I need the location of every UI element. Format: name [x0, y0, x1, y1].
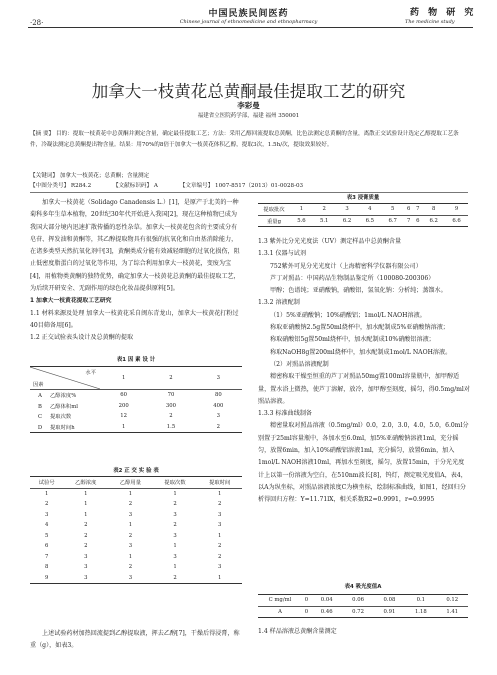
table1-cell: 2: [169, 413, 173, 420]
section-1-1: 1.1 材料来源及处理 加拿大一枝黄花采自闽东青龙山，加拿大一枝黄花打粉过40目筛备用[6]。: [30, 309, 239, 329]
table4-caption: 表4 吸光度值A: [344, 584, 382, 590]
table3: [258, 203, 468, 227]
table3-cell: 1: [299, 206, 304, 213]
table1-cell: 1: [121, 423, 126, 430]
table4-cell: 0.12: [446, 597, 459, 604]
doc-code: 【文献标识码】 A: [112, 183, 158, 189]
table3-cell: 6.6: [452, 217, 461, 224]
table2-cell: 8: [45, 564, 49, 571]
table1-header: 3: [216, 375, 221, 381]
table2-header: 提取次数: [164, 480, 186, 487]
table2-cell: 1: [173, 490, 177, 497]
table2-cell: 2: [217, 543, 222, 550]
paragraph: 精密量取对照品溶液（0.5mg/ml）0.0，2.0，3.0，4.0，5.0，6.0ml分别置于25ml容量瓶中，各加水至6.0ml，加5%亚硝酸钠溶液1ml，充分摇匀，放置6min，加入10%硝酸铝溶液1ml，充分摇匀，放置6min，加入1mol/L NAOH溶液10ml，再加水至刻度，摇匀，放置15min，于分光光度计上以第一份溶液为空白，在510nm波长[8]，钨灯，测定吸光度值A，表4，以A为纵坐标，对照品溶液浓度C为横坐标，绘制标准曲线，如图1，经回归分析得回归方程：Y=11.71lX，相关系数R2=0.9991，r=0.9995: [258, 422, 469, 504]
table1: [30, 366, 242, 433]
table2-cell: 9: [45, 574, 49, 581]
right-column: [258, 236, 470, 507]
paragraph: 芦丁对照品：中国药品生物制品鉴定所（100080-200306）: [270, 274, 435, 282]
table2-cell: 2: [217, 501, 222, 508]
table2-cell: 3: [217, 522, 222, 529]
table2-header: 乙醇用量: [119, 480, 141, 487]
table4-row-label: A: [278, 608, 282, 615]
header-rule: [28, 27, 473, 28]
tail-paragraph: 上述试验药材加热回流提到乙醇提取液，挥去乙醇[7]，干燥后得浸膏，称重（g），如表3。: [30, 630, 240, 650]
table1-caption: 表1 因 素 设 计: [116, 357, 156, 363]
table2-cell: 1: [84, 511, 88, 518]
table3-cell: 6.5: [365, 217, 375, 224]
table3-cell: 7: [416, 206, 420, 213]
table2-cell: 3: [84, 553, 88, 560]
table2-cell: 2: [173, 522, 177, 529]
paragraph: 甲醇；色谱纯；亚硝酸钠，硝酸铝，氢氧化钠：分析纯；蒸馏水。: [270, 287, 447, 295]
table1-header: 1: [121, 375, 126, 381]
table2-cell: 1: [84, 490, 88, 497]
table2-cell: 2: [217, 553, 222, 560]
table3-cell: 6.2: [429, 217, 438, 224]
table1-header: 2: [169, 375, 173, 381]
table2-cell: 3: [173, 532, 177, 539]
section-1-2: 1.2 正交试验表头设计及总黄酮的提取: [30, 334, 134, 342]
table2-row: [30, 510, 242, 521]
table1-cell: 12: [120, 413, 128, 420]
table2-row: [30, 552, 242, 563]
factor-name: 提取次数: [50, 414, 72, 421]
article-title: 加拿大一枝黄花总黄酮最佳提取工艺的研究: [91, 82, 406, 101]
table2-cell: 5: [45, 532, 49, 539]
table4-row-abs: [258, 606, 468, 618]
intro-paragraph: 加拿大一枝黄花（Solidago Canadensis L.）[1]，是原产于北美的一种菊科多年生草本植物，20世纪30年代开始进入我国[2]，现在这种植物已成为我国大部分境内迅速扩散传播的恶性杂草。加拿大一枝黄花包含的主要成分有皂苷、挥发油和黄酮等，其乙醇提取物具有很强的抗氧化和自由基消除能力，在诸多类型天然抗氧化剂中[3]，黄酮类成分能有效减轻细胞的过氧化损伤，阻止低密度脂蛋白的过氧化等作用，为了综合利用加拿大一枝黄花，变废为宝[4]，用植物类黄酮的独特优势，确定加拿大一枝黄花总黄酮的最佳提取工艺，为后续开研安全、无副作用的绿色化妆品提供原料[5]。: [30, 199, 240, 293]
table1-corner-top: 水平: [85, 370, 96, 376]
table2-cell: 3: [45, 511, 49, 518]
table2-cell: 2: [84, 522, 88, 529]
journal-title-en: Chinese journal of ethnomedicine and ethnopharmacy: [179, 19, 318, 25]
factor-label: D: [37, 424, 43, 431]
table1-cell: 200: [118, 402, 129, 409]
article-id: 【文章编号】 1007-8517（2013）01-0028-03: [179, 183, 304, 189]
section-title: 药 物 研 究: [410, 8, 477, 18]
table1-row: [30, 390, 242, 401]
table4-row-conc: [258, 595, 468, 607]
table2-cell: 1: [84, 501, 88, 508]
table2-cell: 2: [84, 532, 88, 539]
factor-label: A: [38, 393, 42, 400]
paragraph: （2）对照品溶液配制: [270, 360, 329, 368]
table2-cell: 1: [217, 490, 222, 497]
table1-row: [30, 401, 242, 412]
table3-cell: 6: [406, 206, 411, 213]
table2-header-row: [30, 477, 242, 489]
clc-code: 【中图分类号】 R284.2: [30, 183, 92, 189]
table1-cell: 60: [120, 392, 128, 399]
table2-cell: 1: [128, 490, 133, 497]
table2-cell: 2: [128, 501, 133, 508]
table2-cell: 1: [45, 490, 49, 497]
table2-cell: 7: [45, 553, 49, 560]
section-1-4: 1.4 样品溶液总黄酮含量测定: [258, 628, 337, 635]
table2-header: 试验号: [38, 480, 55, 487]
table3-cell: 5.1: [320, 217, 329, 224]
table2-row: [30, 520, 242, 531]
table1-cell: 1.5: [166, 423, 176, 430]
table2-cell: 1: [128, 553, 133, 560]
table2-cell: 2: [173, 501, 177, 508]
table2-header: 提取时间: [209, 480, 231, 487]
table1-row: [30, 411, 242, 422]
table1-cell: 300: [165, 402, 177, 409]
table2-cell: 3: [128, 511, 133, 518]
table4-cell: 0: [304, 608, 309, 615]
table3-cell: 9: [454, 206, 459, 213]
table3-cell: 3: [345, 206, 349, 213]
page-number: ·28·: [30, 19, 44, 27]
factor-label: B: [38, 403, 42, 410]
paragraph: 称取NaOH8g置200ml烧杯中，加水配制成1mol/L NAOH溶液。: [270, 348, 452, 356]
table3-cell: 7: [406, 217, 411, 224]
table3-row-label: 重量g: [267, 218, 281, 225]
table2-row: [30, 562, 242, 573]
table3-cell: 6.2: [342, 217, 352, 224]
table2-header: 乙醇浓度: [75, 480, 97, 487]
paragraph: 精密称取干燥至恒重的芦丁对照品50mg置100ml容量瓶中，加甲醇适量，置水浴上微热，使芦丁溶解，放冷，加甲醇至刻度，摇匀，得0.5mg/ml对照品溶液。: [258, 373, 470, 405]
table1-cell: 80: [214, 392, 222, 399]
section-1-3: 1.3 紫外比分光光度法（UV）测定样品中总黄酮含量: [258, 238, 402, 245]
table3-cell: 5.6: [297, 217, 306, 224]
right-column-tail: [258, 626, 470, 638]
author: 李彩曼: [237, 101, 260, 110]
table1-row: [30, 422, 242, 433]
table4-cell: 0.91: [383, 608, 396, 615]
paragraph: 752紫外可见分光光度计（上海精密科学仪器有限公司）: [270, 262, 422, 270]
section-1-heading: 1 加拿大一枝黄花提取工艺研究: [30, 298, 112, 305]
table4-row-label: C mg/ml: [268, 597, 292, 604]
table2: [30, 476, 242, 584]
factor-label: C: [37, 414, 43, 421]
table3-cell: 8: [432, 206, 436, 213]
table1-cell: 400: [213, 402, 224, 409]
table3-row-label: 提取批次: [263, 207, 285, 214]
table2-cell: 1: [217, 532, 222, 539]
left-column: [30, 197, 242, 345]
section-1-3-1: 1.3.1 仪器与试剂: [258, 250, 306, 258]
table4-cell: 0.72: [352, 608, 364, 615]
table2-row: [30, 499, 242, 510]
left-column-tail: [30, 628, 242, 653]
table2-cell: 3: [128, 543, 133, 550]
table2-cell: 4: [45, 522, 49, 529]
table2-cell: 3: [217, 564, 222, 571]
table1-cell: 3: [216, 413, 221, 420]
table2-cell: 6: [45, 543, 49, 550]
table3-cell: 6.7: [388, 217, 397, 224]
table3-row-batch: [258, 204, 468, 216]
table2-cell: 2: [173, 574, 177, 581]
table4-cell: 0.06: [352, 597, 364, 604]
table3-row-weight: [258, 215, 468, 227]
table2-cell: 1: [128, 522, 133, 529]
affiliation: 福建省立医院药学部，福建 福州 350001: [197, 113, 300, 119]
table3-caption: 表3 浸膏质量: [346, 195, 380, 201]
table4-cell: 0.1: [416, 597, 426, 604]
table4-cell: 0.46: [320, 608, 333, 615]
table1-corner: [30, 367, 100, 390]
table2-row: [30, 573, 242, 584]
table1-corner-bottom: 因素: [33, 382, 44, 388]
table2-row: [30, 541, 242, 552]
table2-cell: 3: [84, 564, 88, 571]
table2-cell: 3: [173, 511, 177, 518]
classification-line: [30, 181, 468, 189]
table3-cell: 5: [390, 206, 395, 213]
table2-cell: 2: [128, 564, 133, 571]
table2-cell: 3: [128, 574, 133, 581]
table4-cell: 1.41: [446, 608, 459, 615]
table2-cell: 3: [217, 511, 222, 518]
table2-cell: 1: [217, 574, 222, 581]
paragraph: 称取硝酸铝5g置50ml烧杯中，加水配制成10%硝酸铝溶液；: [270, 336, 435, 344]
journal-title: 中国民族民间医药: [208, 9, 289, 19]
abstract: 【摘 要】 目的：提取一枝黄花中总黄酮并测定含量，确定最佳提取工艺；方法：采用乙醇回流提取总黄酮，比色法测定总黄酮的含量，离散正交试验设计选定乙醇提取工艺条件，冷凝法测定总黄酮提出物含量。结果：用70%的8倍于加拿大一枝黄花体积乙醇，提取3次，1.5h/次，提取效果较好。: [30, 131, 459, 148]
table2-cell: 3: [84, 574, 88, 581]
table2-caption: 表2 正 交 实 验 表: [113, 468, 159, 474]
table2-cell: 2: [84, 543, 88, 550]
table3-cell: 4: [368, 206, 372, 213]
keywords: 【关键词】 加拿大一枝黄花；总黄酮；含量测定: [30, 173, 150, 179]
table4: [258, 594, 468, 618]
table2-cell: 2: [128, 532, 133, 539]
table3-cell: 6: [416, 217, 420, 224]
table2-cell: 1: [173, 564, 177, 571]
factor-name: 乙醇浓度%: [50, 393, 77, 400]
section-title-en: The medicine study: [405, 19, 455, 25]
table4-cell: 0.04: [320, 597, 333, 604]
table3-cell: 2: [322, 206, 326, 213]
table2-row: [30, 488, 242, 499]
paragraph: 称取亚硝酸钠2.5g置50ml烧杯中，加水配制成5%亚硝酸钠溶液；: [270, 324, 449, 332]
table2-cell: 2: [45, 501, 49, 508]
table2-cell: 3: [173, 553, 177, 560]
table2-cell: 1: [173, 543, 177, 550]
table1-cell: 2: [216, 423, 221, 430]
table4-cell: 0: [304, 597, 309, 604]
table4-cell: 1.18: [414, 608, 427, 615]
paragraph: （1）5%亚硝酸钠；10%硝酸铝；1mol/L NAOH溶液。: [270, 311, 426, 319]
section-1-3-3: 1.3.3 标准曲线制备: [258, 410, 313, 418]
table1-cell: 70: [167, 392, 175, 399]
table2-row: [30, 531, 242, 542]
factor-name: 提取时间h: [50, 424, 75, 431]
table4-cell: 0.08: [383, 597, 396, 604]
section-1-3-2: 1.3.2 溶液配制: [258, 299, 300, 307]
factor-name: 乙醇体积ml: [50, 403, 78, 410]
